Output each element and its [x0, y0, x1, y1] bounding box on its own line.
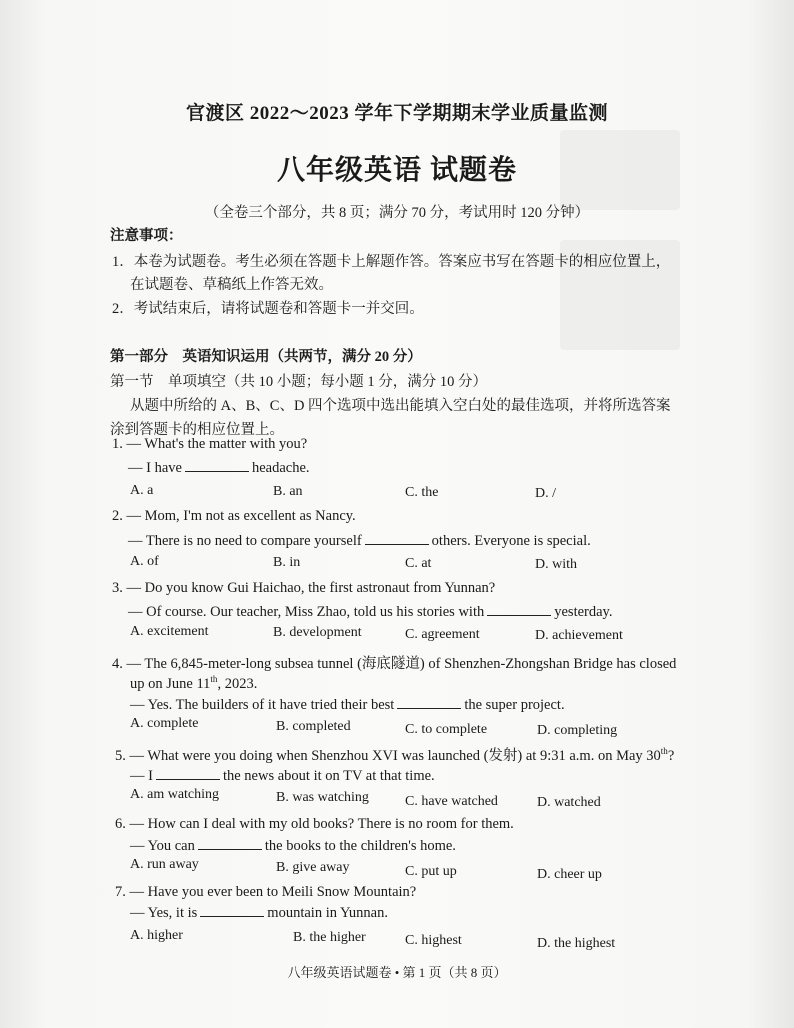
blank — [397, 707, 461, 709]
question-3: 3. — Do you know Gui Haichao, the first astronaut from Yunnan? — [112, 580, 496, 596]
option-d: D. the highest — [537, 936, 616, 951]
question-5: 5. — What were you doing when Shenzhou XVI was launched (发射) at 9:31 a.m. on May 30th? — [115, 746, 675, 764]
option-d: D. cheer up — [537, 867, 602, 882]
option-c: C. highest — [405, 933, 462, 948]
option-a: A. complete — [130, 716, 199, 731]
option-d: D. achievement — [535, 628, 623, 643]
page-footer: 八年级英语试题卷 • 第 1 页（共 8 页） — [287, 965, 507, 980]
question-4: 4. — The 6,845-meter-long subsea tunnel (海底隧道) of Shenzhen-Zhongshan Bridge has closed — [112, 656, 677, 672]
note-item-1-cont: 在试题卷、草稿纸上作答无效。 — [130, 277, 333, 293]
region-title: 官渡区 2022～2023 学年下学期期末学业质量监测 — [185, 103, 608, 124]
option-d: D. with — [535, 557, 577, 572]
option-a: A. am watching — [130, 787, 220, 802]
option-a: A. excitement — [130, 624, 209, 639]
question-6: 6. — How can I deal with my old books? There is no room for them. — [115, 816, 514, 832]
question-2: 2. — Mom, I'm not as excellent as Nancy. — [112, 508, 356, 524]
option-c: C. put up — [405, 864, 457, 879]
notes-heading: 注意事项： — [110, 228, 183, 244]
question-6-answer-line: — You can the books to the children's home. — [130, 838, 456, 854]
option-a: A. higher — [130, 928, 183, 943]
blank — [156, 778, 220, 780]
question-3-answer-line: — Of course. Our teacher, Miss Zhao, told us his stories with yesterday. — [128, 604, 613, 620]
option-b: B. development — [273, 625, 362, 640]
note-item-2: 2．考试结束后，请将试题卷和答题卡一并交回。 — [112, 301, 424, 317]
blank — [198, 848, 262, 850]
question-5-answer-line: — I the news about it on TV at that time. — [130, 768, 435, 784]
blank — [185, 470, 249, 472]
question-4-answer-line: — Yes. The builders of it have tried their best the super project. — [130, 697, 565, 713]
option-c: C. at — [405, 556, 432, 571]
option-a: A. a — [130, 483, 154, 498]
question-1-answer-line: — I have headache. — [128, 460, 310, 476]
option-c: C. have watched — [405, 794, 498, 809]
option-b: B. an — [273, 484, 303, 499]
note-item-1: 1．本卷为试题卷。考生必须在答题卡上解题作答。答案应书写在答题卡的相应位置上， — [112, 254, 671, 270]
section1-title: 第一节 单项填空（共 10 小题；每小题 1 分，满分 10 分） — [110, 374, 487, 390]
part1-title: 第一部分 英语知识运用（共两节，满分 20 分） — [110, 349, 422, 365]
option-c: C. agreement — [405, 627, 480, 642]
option-b: B. in — [273, 555, 301, 570]
question-1: 1. — What's the matter with you? — [112, 436, 308, 452]
paper-title: 八年级英语 试题卷 — [276, 155, 517, 186]
option-d: D. completing — [537, 723, 618, 738]
option-b: B. the higher — [293, 930, 366, 945]
option-c: C. the — [405, 485, 439, 500]
instruction-line-2: 涂到答题卡的相应位置上。 — [110, 422, 284, 438]
instruction-line-1: 从题中所给的 A、B、C、D 四个选项中选出能填入空白处的最佳选项，并将所选答案 — [130, 398, 671, 414]
exam-info: （全卷三个部分，共 8 页；满分 70 分，考试用时 120 分钟） — [204, 205, 590, 221]
question-2-answer-line: — There is no need to compare yourself others. Everyone is special. — [128, 533, 591, 549]
question-4-cont: up on June 11th, 2023. — [130, 674, 258, 692]
blank — [365, 543, 429, 545]
option-a: A. of — [130, 554, 159, 569]
option-b: B. was watching — [276, 790, 369, 805]
blank — [487, 614, 551, 616]
option-b: B. give away — [276, 860, 350, 875]
option-b: B. completed — [276, 719, 351, 734]
option-d: D. / — [535, 486, 556, 501]
option-d: D. watched — [537, 795, 601, 810]
question-7-answer-line: — Yes, it is mountain in Yunnan. — [130, 905, 388, 921]
question-7: 7. — Have you ever been to Meili Snow Mountain? — [115, 884, 417, 900]
option-a: A. run away — [130, 857, 199, 872]
option-c: C. to complete — [405, 722, 488, 737]
blank — [200, 915, 264, 917]
